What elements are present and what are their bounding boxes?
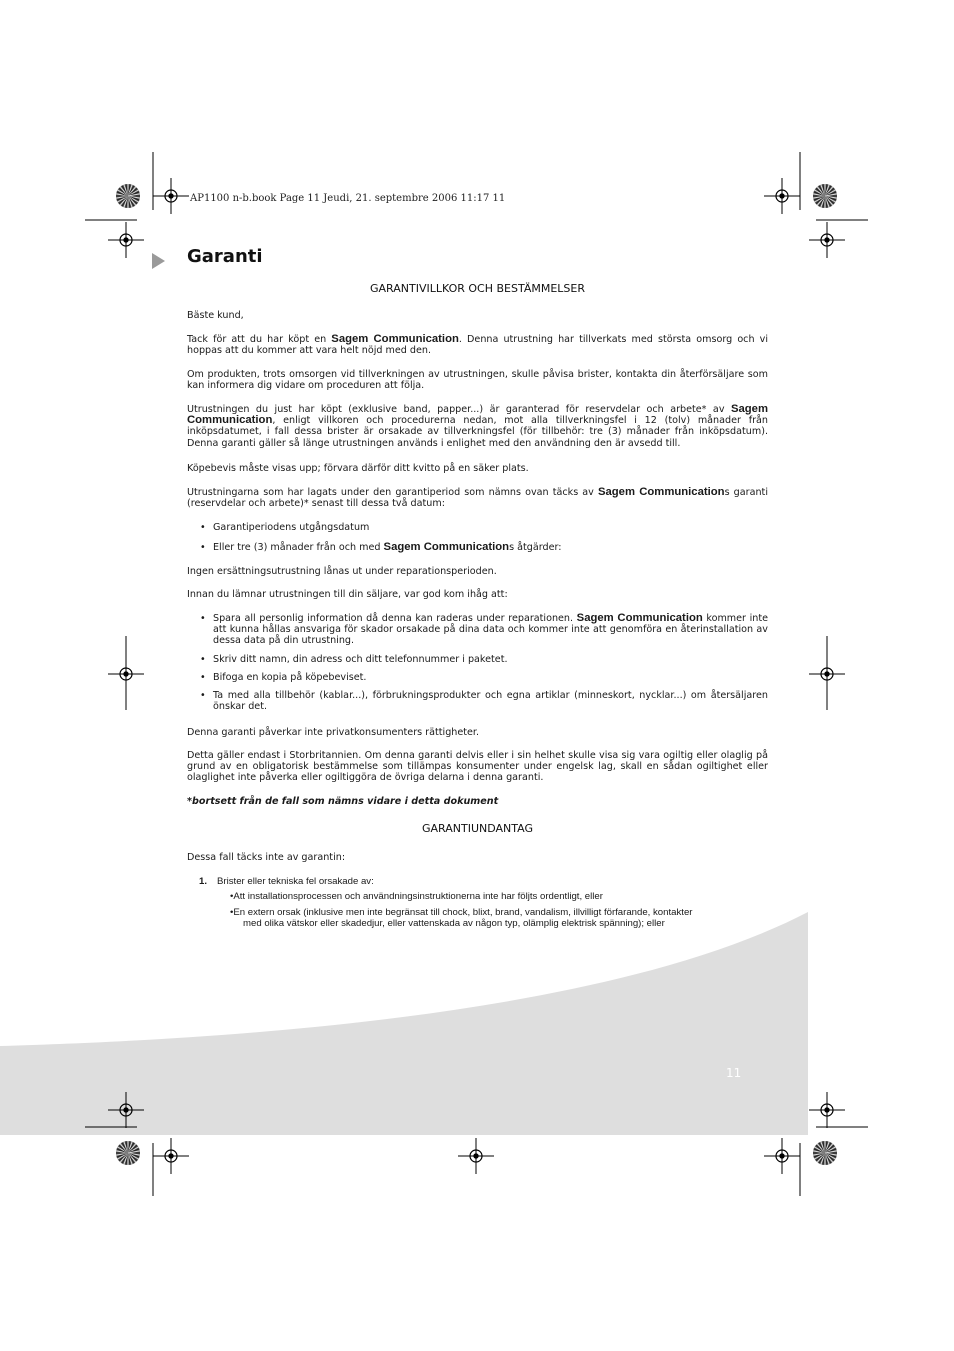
list-item: • Skriv ditt namn, din adress och ditt telefonnummer i paketet. xyxy=(200,654,768,665)
starburst-mark xyxy=(116,184,140,208)
list-item: • Garantiperiodens utgångsdatum xyxy=(200,522,768,533)
starburst-mark xyxy=(813,1141,837,1165)
paragraph-defects: Om produkten, trots omsorgen vid tillverkningen av utrustningen, skulle påvisa brister, kontakta din återförsäljare som kan informera dig vidare om proceduren att följa. xyxy=(187,369,768,392)
list-item: • Spara all personlig information då denna kan raderas under reparationen. Sagem Communication kommer inte att kunna hållas ansvariga för skador orsakade på dina data och kommer inte att genomföra en återinstallation av dessa data på din utrustning. xyxy=(200,613,768,647)
exclusion-number: 1. xyxy=(199,876,208,887)
title-arrow-icon xyxy=(152,253,165,269)
brand-name: Sagem Communication xyxy=(331,333,459,345)
remember-list xyxy=(200,613,768,712)
crosshair-mark xyxy=(809,656,845,692)
paragraph-not-covered: Dessa fall täcks inte av garantin: xyxy=(187,852,346,863)
page-title: Garanti xyxy=(187,246,263,267)
page-number: 11 xyxy=(726,1066,742,1080)
footnote: *bortsett från de fall som nämns vidare i detta dokument xyxy=(187,796,499,807)
crosshair-mark xyxy=(809,222,845,258)
list-item: • Bifoga en kopia på köpebeviset. xyxy=(200,672,768,683)
dates-list xyxy=(200,522,768,553)
crosshair-mark xyxy=(458,1138,494,1174)
paragraph-before-leaving: Innan du lämnar utrustningen till din säljare, var god kom ihåg att: xyxy=(187,589,508,600)
paragraph-repaired: Utrustningarna som har lagats under den garantiperiod som nämns ovan täcks av Sagem Communications garanti (reservdelar och arbete)* senast till dessa två datum: xyxy=(187,486,768,510)
paragraph-receipt: Köpebevis måste visas upp; förvara därför ditt kvitto på en säker plats. xyxy=(187,463,529,474)
paragraph-guarantee: Utrustningen du just har köpt (exklusive band, papper...) är garanterad för reservdelar och arbete* av Sagem Communication, enligt villkoren och procedurerna nedan, mot alla tillverkningsfel i 12 (tolv) månader från inköpsdatumet, i fall dessa brister är orsakade av tillverkningsfel (för tillbehör: tre (3) månader från inköpsdatum). Denna garanti gäller så länge utrustningen används i enlighet med den användning den är avsedd till. xyxy=(187,403,768,449)
crosshair-mark xyxy=(153,178,189,214)
crosshair-mark xyxy=(809,1092,845,1128)
starburst-mark xyxy=(116,1141,140,1165)
brand-name: Sagem Communication xyxy=(597,486,725,498)
section-title-terms: GARANTIVILLKOR OCH BESTÄMMELSER xyxy=(369,282,585,295)
greeting: Bäste kund, xyxy=(187,310,244,321)
exclusion-label: Brister eller tekniska fel orsakade av: xyxy=(217,876,374,887)
brand-name: Sagem Communication xyxy=(383,541,510,554)
brand-name: Sagem Communication xyxy=(576,612,703,624)
exclusion-sub-1: •Att installationsprocessen och användningsinstruktionerna inte har följts ordentligt, eller xyxy=(230,891,603,902)
paragraph-no-replacement: Ingen ersättningsutrustning lånas ut under reparationsperioden. xyxy=(187,566,497,577)
paragraph-thanks: Tack för att du har köpt en Sagem Communication. Denna utrustning har tillverkats med största omsorg och vi hoppas att du kommer att vara helt nöjd med den. xyxy=(187,333,768,357)
crosshair-mark xyxy=(108,222,144,258)
starburst-mark xyxy=(813,184,837,208)
crosshair-mark xyxy=(108,656,144,692)
crosshair-mark xyxy=(108,1092,144,1128)
crosshair-mark xyxy=(764,178,800,214)
exclusion-item xyxy=(199,876,374,887)
crosshair-mark xyxy=(764,1138,800,1174)
paragraph-consumer-rights: Denna garanti påverkar inte privatkonsumenters rättigheter. xyxy=(187,727,480,738)
book-header-line: AP1100 n-b.book Page 11 Jeudi, 21. septembre 2006 11:17 11 xyxy=(190,193,506,204)
exclusion-sub-2: •En extern orsak (inklusive men inte begränsat till chock, blixt, brand, vandalism, illvilligt förfarande, kontakter med olika vätskor eller skadedjur, eller vattenskada av någon typ, olämplig elektrisk spänning); eller xyxy=(230,907,693,929)
list-item: • Eller tre (3) månader från och med Sagem Communications åtgärder: xyxy=(200,542,768,553)
crosshair-mark xyxy=(153,1138,189,1174)
brand-name: Sagem Communication xyxy=(187,403,768,427)
paragraph-uk-only: Detta gäller endast i Storbritannien. Om denna garanti delvis eller i sin helhet skulle visa sig vara ogiltig eller olaglig på grund av en obligatorisk bestämmelse som tillämpas konsumenter under engelsk lag, skall en sådan ogiltighet eller olaglighet inte påverka eller ogiltiggöra de övriga delarna i denna garanti. xyxy=(187,750,768,784)
list-item: • Ta med alla tillbehör (kablar...), förbrukningsprodukter och egna artiklar (minneskort, nycklar...) om återsäljaren önskar det. xyxy=(200,690,768,712)
section-title-exclusions: GARANTIUNDANTAG xyxy=(422,822,533,835)
